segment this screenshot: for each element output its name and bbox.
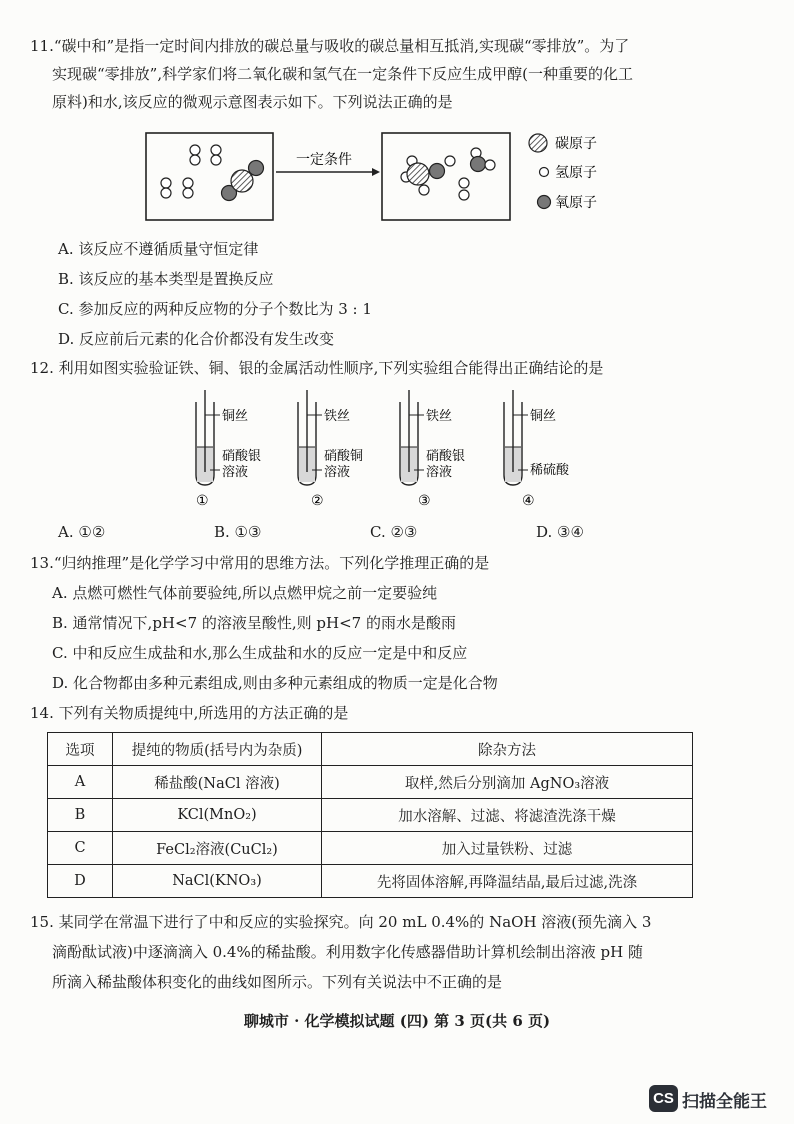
row-option: B — [48, 799, 113, 832]
q11-option-a: A. 该反应不遵循质量守恒定律 — [58, 240, 259, 258]
header-method: 除杂方法 — [322, 733, 693, 766]
table-header-row — [48, 733, 693, 766]
row-option: C — [48, 832, 113, 865]
row-option: D — [48, 865, 113, 898]
q11-option-b: B. 该反应的基本类型是置换反应 — [58, 270, 274, 288]
table-row — [48, 832, 693, 865]
svg-text:①: ① — [196, 493, 209, 509]
svg-text:溶液: 溶液 — [324, 465, 351, 480]
svg-text:稀硫酸: 稀硫酸 — [530, 463, 570, 478]
purification-table — [47, 732, 693, 898]
legend-hydrogen: 氢原子 — [555, 165, 597, 181]
row-method: 加水溶解、过滤、将滤渣洗涤干燥 — [322, 799, 693, 832]
q11-stem-line2: 实现碳“零排放”,科学家们将二氧化碳和氢气在一定条件下反应生成甲醇(一种重要的化工 — [52, 65, 633, 83]
header-substance: 提纯的物质(括号内为杂质) — [113, 733, 322, 766]
svg-text:③: ③ — [418, 493, 431, 509]
q11-option-d: D. 反应前后元素的化合价都没有发生改变 — [58, 330, 335, 348]
test-tube-3 — [400, 390, 465, 509]
row-method: 取样,然后分别滴加 AgNO₃溶液 — [322, 766, 693, 799]
svg-text:溶液: 溶液 — [426, 465, 453, 480]
row-option: A — [48, 766, 113, 799]
arrow-condition: 一定条件 — [296, 152, 352, 168]
camscanner-watermark-text: 扫描全能王 — [682, 1092, 767, 1112]
q11-stem-line1: 11.“碳中和”是指一定时间内排放的碳总量与吸收的碳总量相互抵消,实现碳“零排放”。为了 — [30, 37, 630, 55]
table-row — [48, 865, 693, 898]
q13-option-d: D. 化合物都由多种元素组成,则由多种元素组成的物质一定是化合物 — [52, 674, 498, 692]
q15-stem-line3: 所滴入稀盐酸体积变化的曲线如图所示。下列有关说法中不正确的是 — [52, 973, 503, 991]
q12-stem: 12. 利用如图实验验证铁、铜、银的金属活动性顺序,下列实验组合能得出正确结论的是 — [30, 359, 604, 377]
reactants-box — [146, 133, 273, 220]
svg-text:铁丝: 铁丝 — [324, 409, 351, 424]
svg-text:铜丝: 铜丝 — [530, 409, 557, 424]
svg-text:硝酸银: 硝酸银 — [222, 449, 262, 464]
test-tube-2 — [298, 390, 363, 509]
svg-text:溶液: 溶液 — [222, 465, 249, 480]
svg-text:硝酸铜: 硝酸铜 — [324, 449, 364, 464]
svg-text:②: ② — [311, 493, 324, 509]
row-substance: 稀盐酸(NaCl 溶液) — [113, 766, 322, 799]
svg-text:④: ④ — [522, 493, 535, 509]
row-method: 加入过量铁粉、过滤 — [322, 832, 693, 865]
page-footer: 聊城市 · 化学模拟试题 (四) 第 3 页(共 6 页) — [243, 1012, 551, 1030]
svg-text:铁丝: 铁丝 — [426, 409, 453, 424]
row-substance: FeCl₂溶液(CuCl₂) — [113, 832, 322, 865]
hydrogen-molecules — [161, 145, 221, 198]
q13-option-b: B. 通常情况下,pH<7 的溶液呈酸性,则 pH<7 的雨水是酸雨 — [52, 614, 456, 632]
test-tube-4 — [504, 390, 570, 509]
q12-option-a: A. ①② — [58, 523, 106, 541]
svg-text:硝酸银: 硝酸银 — [426, 449, 466, 464]
q13-option-c: C. 中和反应生成盐和水,那么生成盐和水的反应一定是中和反应 — [52, 644, 468, 662]
q11-option-c: C. 参加反应的两种反应物的分子个数比为 3 : 1 — [58, 300, 372, 318]
legend-oxygen: 氧原子 — [555, 195, 597, 211]
q15-stem-line2: 滴酚酞试液)中逐滴滴入 0.4%的稀盐酸。利用数字化传感器借助计算机绘制出溶液 pH 随 — [52, 943, 643, 961]
q12-option-c: C. ②③ — [370, 523, 418, 541]
row-method: 先将固体溶解,再降温结晶,最后过滤,洗涤 — [322, 865, 693, 898]
row-substance: KCl(MnO₂) — [113, 799, 322, 832]
table-row — [48, 766, 693, 799]
table-row — [48, 799, 693, 832]
q11-reaction-diagram — [0, 120, 794, 230]
methanol-molecule — [401, 156, 455, 195]
q13-option-a: A. 点燃可燃性气体前要验纯,所以点燃甲烷之前一定要验纯 — [52, 584, 438, 602]
legend-carbon: 碳原子 — [555, 136, 597, 152]
test-tube-1 — [196, 390, 261, 509]
header-option: 选项 — [48, 733, 113, 766]
svg-text:铜丝: 铜丝 — [222, 409, 249, 424]
camscanner-logo-icon: CS — [649, 1085, 678, 1112]
q12-test-tubes-diagram — [0, 390, 794, 515]
q14-stem: 14. 下列有关物质提纯中,所选用的方法正确的是 — [30, 704, 349, 722]
q13-stem: 13.“归纳推理”是化学学习中常用的思维方法。下列化学推理正确的是 — [30, 554, 490, 572]
q12-option-b: B. ①③ — [214, 523, 262, 541]
q12-option-d: D. ③④ — [536, 523, 584, 541]
atom-legend — [529, 134, 551, 209]
row-substance: NaCl(KNO₃) — [113, 865, 322, 898]
q11-stem-line3: 原料)和水,该反应的微观示意图表示如下。下列说法正确的是 — [52, 93, 453, 111]
water-molecules — [459, 148, 495, 200]
q15-stem-line1: 15. 某同学在常温下进行了中和反应的实验探究。向 20 mL 0.4%的 NaOH 溶液(预先滴入 3 — [30, 913, 652, 931]
co2-molecule — [222, 161, 264, 201]
